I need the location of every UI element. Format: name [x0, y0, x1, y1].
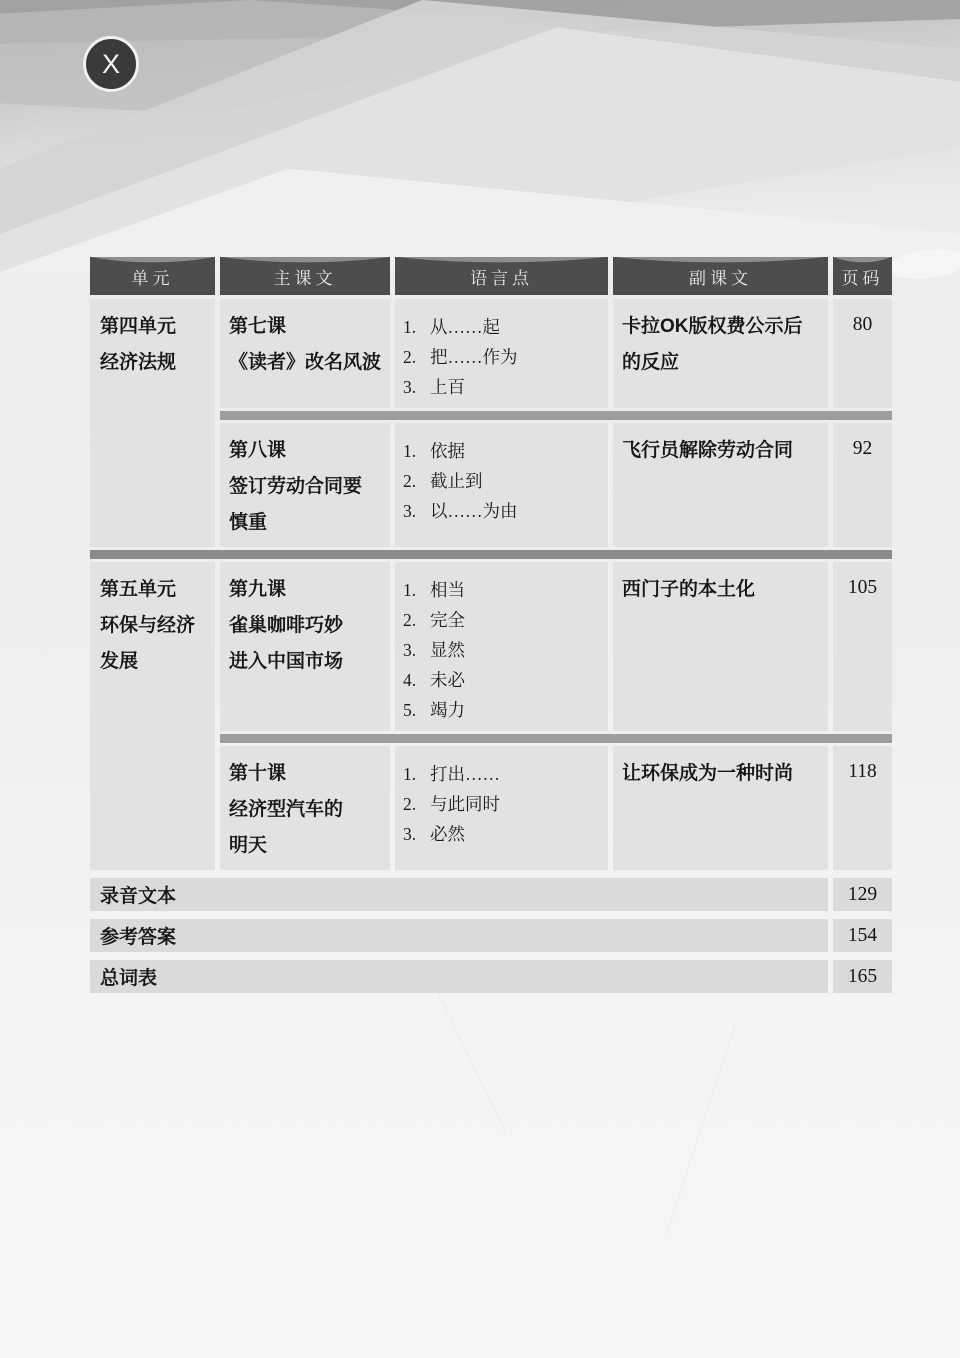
lesson7-sub-text: 卡拉OK版权费公示后 的反应 [613, 299, 828, 408]
language-point: 2. 把……作为 [403, 347, 518, 367]
lesson-separator [220, 408, 892, 423]
language-point: 4. 未必 [403, 670, 465, 690]
toc-header-row [90, 257, 892, 295]
lesson-separator [220, 731, 892, 746]
language-point: 1. 依据 [403, 441, 465, 461]
footer-page-number: 165 [833, 960, 892, 993]
lesson8-sub-text: 飞行员解除劳动合同 [613, 423, 828, 547]
unit-title: 第五单元 环保与经济 发展 [90, 562, 215, 870]
scan-crease [435, 988, 506, 1132]
footer-page-number: 129 [833, 878, 892, 911]
roman-numeral-page-number: X [101, 48, 120, 79]
lesson10-sub-text: 让环保成为一种时尚 [613, 746, 828, 870]
language-point: 3. 显然 [403, 640, 465, 660]
unit-separator [90, 550, 892, 559]
language-point: 3. 必然 [403, 824, 465, 844]
language-point: 2. 截止到 [403, 471, 483, 491]
language-point: 2. 完全 [403, 610, 465, 630]
toc-table [90, 257, 892, 993]
header-page: 页码 [833, 257, 892, 295]
unit-title: 第四单元 经济法规 [90, 299, 215, 547]
header-unit: 单元 [90, 257, 215, 295]
footer-label: 参考答案 [90, 919, 828, 952]
lesson7-page-number: 80 [833, 299, 892, 408]
lesson7-language-points [395, 299, 608, 408]
footer-label: 录音文本 [90, 878, 828, 911]
page-number-medallion [83, 36, 139, 92]
language-point: 3. 以……为由 [403, 501, 518, 521]
lesson8-page-number: 92 [833, 423, 892, 547]
language-point: 3. 上百 [403, 377, 465, 397]
language-point: 1. 从……起 [403, 317, 500, 337]
unit-block-5 [90, 562, 892, 870]
language-point: 1. 打出…… [403, 764, 500, 784]
lesson8-main-text: 第八课 签订劳动合同要 慎重 [220, 423, 390, 547]
footer-row-recordings [90, 878, 892, 911]
lesson8-language-points [395, 423, 608, 547]
lesson7-main-text: 第七课 《读者》改名风波 [220, 299, 390, 408]
background-waves [0, 0, 960, 272]
unit-block-4 [90, 299, 892, 547]
header-main-text: 主课文 [220, 257, 390, 295]
language-point: 2. 与此同时 [403, 794, 500, 814]
footer-row-answer-key [90, 919, 892, 952]
lesson9-page-number: 105 [833, 562, 892, 731]
footer-page-number: 154 [833, 919, 892, 952]
language-point: 1. 相当 [403, 580, 465, 600]
footer-row-glossary [90, 960, 892, 993]
header-language-points: 语言点 [395, 257, 608, 295]
lesson9-main-text: 第九课 雀巢咖啡巧妙 进入中国市场 [220, 562, 390, 731]
lesson9-language-points [395, 562, 608, 731]
lesson10-main-text: 第十课 经济型汽车的 明天 [220, 746, 390, 870]
language-point: 5. 竭力 [403, 700, 465, 720]
lesson10-language-points [395, 746, 608, 870]
header-sub-text: 副课文 [613, 257, 828, 295]
lesson10-page-number: 118 [833, 746, 892, 870]
scan-crease [666, 1025, 735, 1235]
footer-label: 总词表 [90, 960, 828, 993]
lesson9-sub-text: 西门子的本土化 [613, 562, 828, 731]
